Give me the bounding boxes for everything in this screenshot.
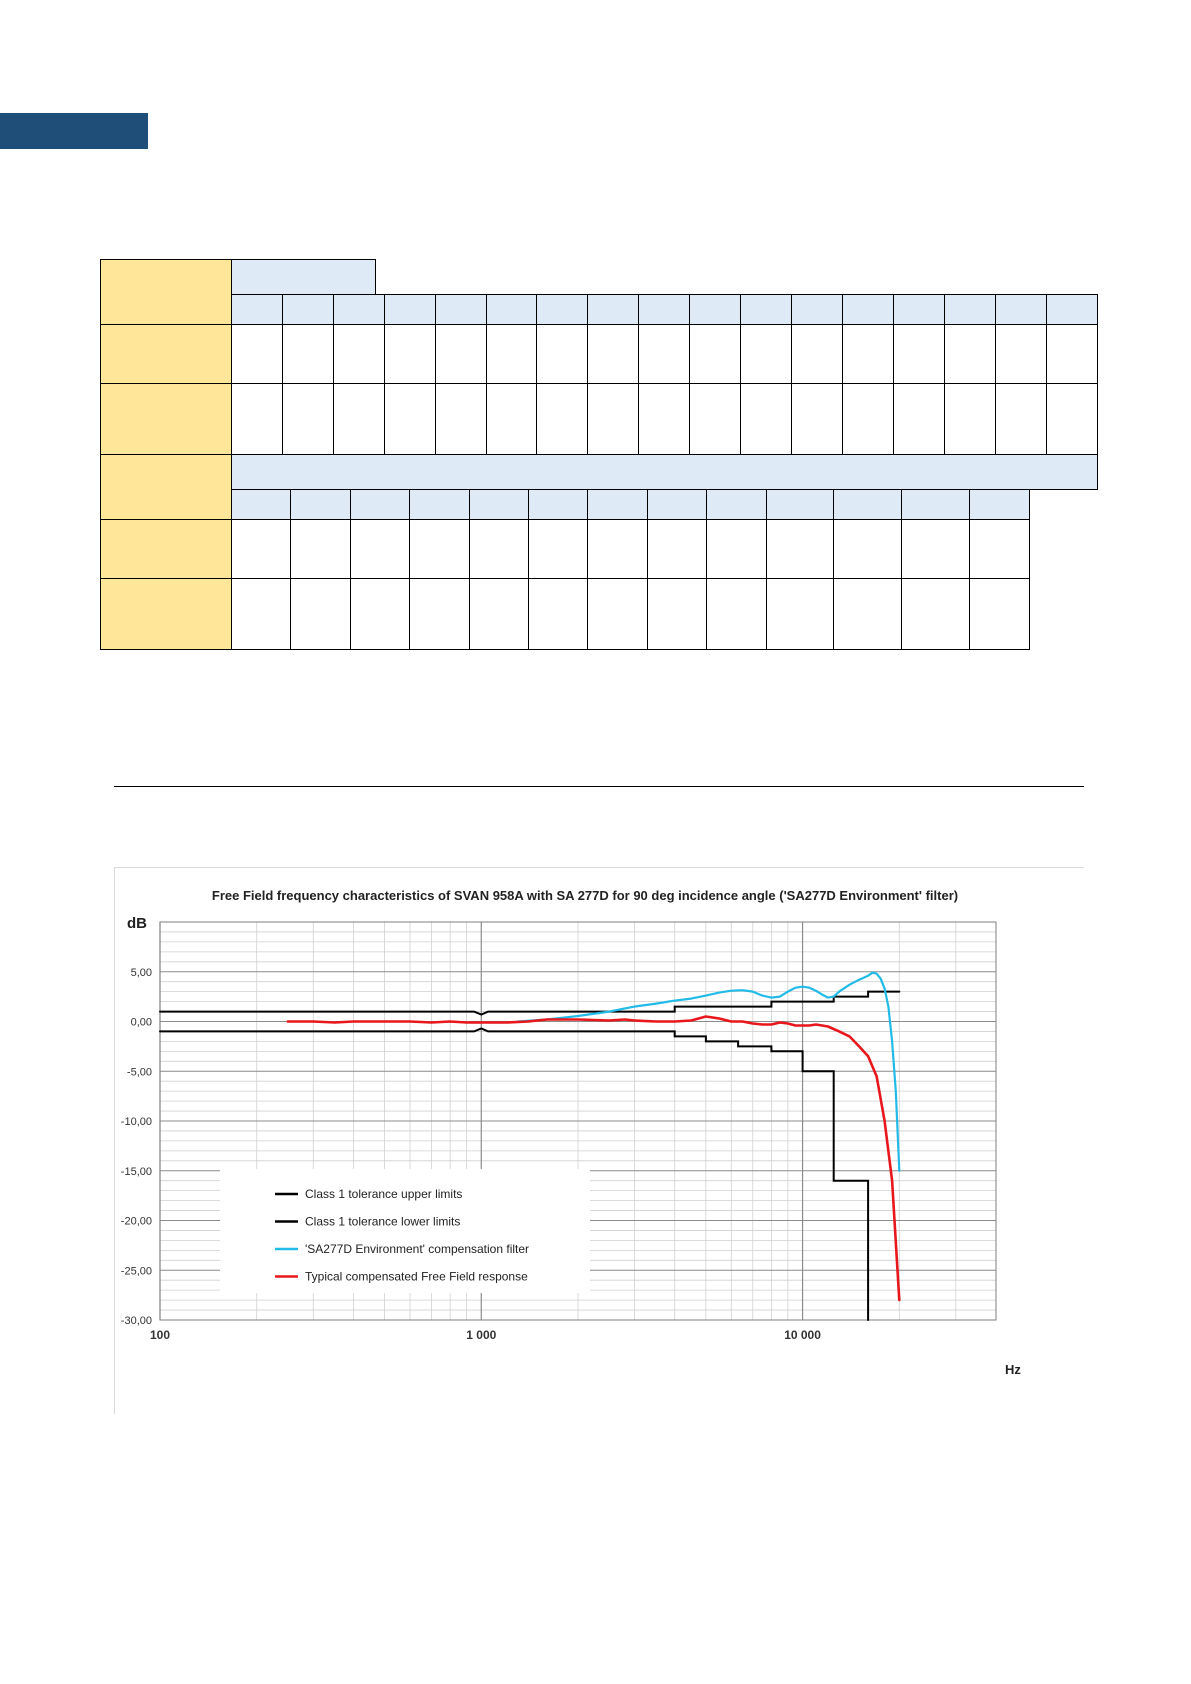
frequency-response-chart — [115, 868, 1085, 1415]
y-tick-label: 5,00 — [130, 966, 152, 979]
table-section-header — [232, 455, 1098, 490]
x-tick-label: 100 — [149, 1328, 171, 1342]
table-header-row — [101, 295, 1098, 325]
table-row — [101, 384, 1098, 455]
y-tick-label: -20,00 — [120, 1215, 152, 1228]
y-axis-label: dB — [127, 915, 147, 932]
table-label-cell — [101, 260, 232, 325]
x-axis-label: Hz — [1005, 1362, 1021, 1377]
x-tick-label: 1 000 — [466, 1328, 497, 1342]
table-row — [101, 579, 1098, 650]
y-tick-label: -15,00 — [120, 1165, 152, 1178]
table-header-row — [101, 490, 1098, 520]
y-tick-label: -5,00 — [126, 1066, 152, 1079]
y-tick-label: 0,00 — [130, 1016, 152, 1029]
x-tick-label: 10 000 — [784, 1328, 821, 1342]
specification-table — [100, 259, 1098, 650]
table-row — [101, 325, 1098, 384]
legend-entry: Typical compensated Free Field response — [305, 1269, 528, 1284]
y-tick-label: -10,00 — [120, 1116, 152, 1128]
legend-entry: Class 1 tolerance upper limits — [305, 1187, 463, 1201]
y-tick-label: -30,00 — [120, 1315, 152, 1327]
chart-frame — [114, 867, 1084, 1414]
legend — [220, 1169, 590, 1293]
table-label-cell — [101, 455, 232, 520]
section-divider — [114, 786, 1084, 787]
legend-entry: Class 1 tolerance lower limits — [305, 1214, 461, 1229]
table-section-header — [232, 260, 376, 295]
section-header-bar — [0, 113, 148, 149]
series-line-1 — [160, 992, 899, 1015]
legend-entry: 'SA277D Environment' compensation filter — [305, 1242, 530, 1256]
chart-title: Free Field frequency characteristics of SVAN 958A with SA 277D for 90 deg incidence angle ('SA277D Environment' filter) — [211, 888, 959, 903]
y-tick-labels — [121, 967, 152, 1327]
y-tick-label: -25,00 — [120, 1265, 152, 1278]
table-row — [101, 520, 1098, 579]
x-tick-labels — [150, 1328, 821, 1342]
